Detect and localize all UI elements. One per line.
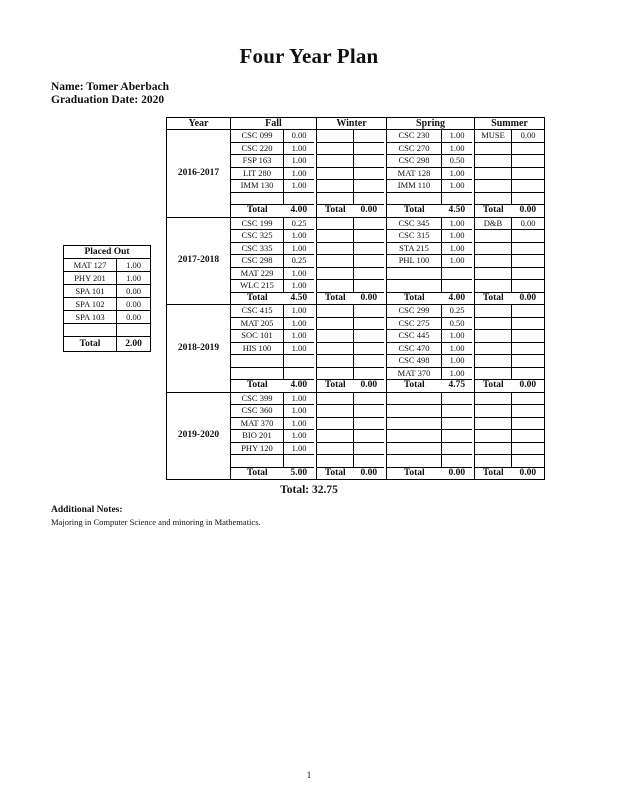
placed-out-body [64,259,151,352]
winter-course-code [317,142,354,155]
spring-course-credits [442,280,473,293]
summer-total-value: 0.00 [512,292,545,305]
winter-total-value: 0.00 [354,205,385,218]
winter-course-code [317,417,354,430]
course-row [167,217,545,230]
fall-course-code: MAT 370 [231,417,284,430]
winter-course-code [317,280,354,293]
header-fall: Fall [231,118,317,130]
summer-course-code [475,342,512,355]
fall-course-code [231,455,284,468]
spring-course-credits: 1.00 [442,180,473,193]
spring-course-code: CSC 275 [387,317,442,330]
winter-course-code [317,192,354,205]
course-row [167,305,545,318]
winter-course-code [317,255,354,268]
winter-course-code [317,317,354,330]
winter-course-credits [354,180,385,193]
spring-course-code [387,455,442,468]
spring-course-code: CSC 270 [387,142,442,155]
summer-course-credits [512,155,545,168]
spring-course-credits: 1.00 [442,342,473,355]
spring-course-code: MAT 128 [387,167,442,180]
winter-course-credits [354,267,385,280]
summer-total-label: Total [475,380,512,393]
summer-course-credits [512,167,545,180]
fall-course-code: IMM 130 [231,180,284,193]
summer-course-code [475,155,512,168]
winter-course-credits [354,317,385,330]
fall-course-code [231,192,284,205]
summer-course-credits [512,242,545,255]
total-value: 2.00 [125,339,142,349]
fall-course-credits: 1.00 [284,230,315,243]
fall-course-code: CSC 415 [231,305,284,318]
summer-course-credits [512,342,545,355]
spring-course-credits: 0.50 [442,155,473,168]
spring-total-value: 0.00 [442,467,473,480]
spring-course-credits: 1.00 [442,367,473,380]
course-row [167,130,545,143]
four-year-plan-table [166,117,545,480]
spring-total-value: 4.75 [442,380,473,393]
placed-out-total-row [64,337,151,352]
placed-out-row [64,259,151,272]
spring-total-label: Total [387,292,442,305]
spring-course-credits [442,405,473,418]
summer-total-label: Total [475,467,512,480]
course-code: SPA 102 [64,298,117,311]
spring-total-label: Total [387,467,442,480]
summer-course-code [475,267,512,280]
winter-total-label: Total [317,205,354,218]
course-code: PHY 201 [64,272,117,285]
summer-course-credits: 0.00 [512,130,545,143]
fall-total-value: 4.00 [284,205,315,218]
summer-course-code [475,192,512,205]
winter-course-code [317,430,354,443]
spring-course-credits [442,417,473,430]
fall-course-credits: 1.00 [284,430,315,443]
header-spring: Spring [387,118,475,130]
fall-total-label: Total [231,380,284,393]
spring-course-code: CSC 470 [387,342,442,355]
spring-course-credits: 1.00 [442,167,473,180]
summer-course-code [475,367,512,380]
summer-course-code [475,405,512,418]
fall-course-code: MAT 229 [231,267,284,280]
fall-course-code: SOC 101 [231,330,284,343]
fall-total-value: 4.50 [284,292,315,305]
winter-course-credits [354,280,385,293]
spring-course-credits [442,392,473,405]
fall-course-credits: 1.00 [284,330,315,343]
summer-course-code [475,392,512,405]
placed-out-row [64,285,151,298]
winter-course-code [317,167,354,180]
fall-course-code: HIS 100 [231,342,284,355]
winter-course-code [317,342,354,355]
spring-course-credits: 1.00 [442,330,473,343]
winter-course-code [317,355,354,368]
spring-total-value: 4.00 [442,292,473,305]
summer-course-code [475,242,512,255]
fall-course-code: BIO 201 [231,430,284,443]
spring-course-credits [442,455,473,468]
summer-course-credits [512,305,545,318]
fall-course-code: PHY 120 [231,442,284,455]
fall-course-credits: 1.00 [284,342,315,355]
fall-course-code: CSC 360 [231,405,284,418]
summer-course-code [475,180,512,193]
fall-course-credits [284,192,315,205]
summer-course-credits [512,367,545,380]
fall-course-code: CSC 220 [231,142,284,155]
fall-total-label: Total [231,205,284,218]
winter-total-label: Total [317,380,354,393]
winter-total-value: 0.00 [354,292,385,305]
summer-course-credits [512,430,545,443]
summer-course-code: MUSE [475,130,512,143]
summer-total-value: 0.00 [512,467,545,480]
spring-course-credits [442,192,473,205]
summer-course-credits [512,180,545,193]
fall-course-code: MAT 205 [231,317,284,330]
summer-course-code [475,142,512,155]
fall-course-credits: 1.00 [284,180,315,193]
summer-course-credits [512,267,545,280]
fall-total-label: Total [231,467,284,480]
notes-text: Majoring in Computer Science and minoring in Mathematics. [51,517,261,527]
winter-course-code [317,330,354,343]
summer-course-credits [512,442,545,455]
fall-course-credits: 0.25 [284,255,315,268]
course-credits: 0.00 [117,311,151,324]
graduation-date: 2020 [141,94,165,106]
spring-total-label: Total [387,380,442,393]
fall-course-credits: 1.00 [284,392,315,405]
summer-course-credits [512,142,545,155]
fall-course-code [231,367,284,380]
spring-course-code: CSC 299 [387,305,442,318]
summer-course-credits [512,355,545,368]
header-winter: Winter [317,118,387,130]
notes-heading: Additional Notes: [51,505,123,515]
spring-course-code: CSC 315 [387,230,442,243]
winter-course-credits [354,442,385,455]
spring-course-code: PHL 100 [387,255,442,268]
summer-course-credits [512,192,545,205]
winter-total-value: 0.00 [354,380,385,393]
winter-course-code [317,242,354,255]
fall-course-code: FSP 163 [231,155,284,168]
fall-course-credits: 1.00 [284,142,315,155]
graduation-label: Graduation Date: [51,94,139,106]
empty-cell [64,324,117,337]
fall-course-credits: 1.00 [284,442,315,455]
spring-total-value: 4.50 [442,205,473,218]
spring-course-credits: 1.00 [442,242,473,255]
year-label: 2018-2019 [167,305,231,393]
summer-course-code [475,255,512,268]
fall-course-code: CSC 325 [231,230,284,243]
fall-course-credits [284,367,315,380]
year-label: 2017-2018 [167,217,231,305]
summer-course-credits [512,330,545,343]
winter-course-credits [354,167,385,180]
winter-course-credits [354,355,385,368]
winter-course-code [317,155,354,168]
page-number: 1 [306,770,312,780]
spring-course-credits: 1.00 [442,355,473,368]
winter-course-credits [354,255,385,268]
fall-course-credits [284,455,315,468]
course-credits: 1.00 [117,272,151,285]
spring-course-code: IMM 110 [387,180,442,193]
fall-course-credits: 1.00 [284,417,315,430]
spring-total-label: Total [387,205,442,218]
course-code: SPA 103 [64,311,117,324]
fall-course-credits: 1.00 [284,317,315,330]
course-credits: 0.00 [117,298,151,311]
year-label: 2016-2017 [167,130,231,218]
empty-cell [117,324,151,337]
spring-course-credits [442,442,473,455]
fall-course-code: CSC 298 [231,255,284,268]
fall-total-value: 4.00 [284,380,315,393]
summer-course-code [475,417,512,430]
course-credits: 0.00 [117,285,151,298]
summer-course-credits [512,280,545,293]
winter-course-credits [354,217,385,230]
spring-course-code: CSC 498 [387,355,442,368]
winter-course-code [317,367,354,380]
summer-course-code [475,317,512,330]
winter-course-credits [354,142,385,155]
winter-course-credits [354,330,385,343]
winter-course-code [317,305,354,318]
summer-course-code: D&B [475,217,512,230]
spring-course-code [387,267,442,280]
winter-course-credits [354,305,385,318]
winter-course-code [317,442,354,455]
winter-course-credits [354,155,385,168]
winter-course-credits [354,430,385,443]
winter-course-credits [354,405,385,418]
spring-course-code [387,392,442,405]
placed-out-table [63,245,151,352]
winter-course-credits [354,342,385,355]
spring-course-code [387,405,442,418]
fall-course-credits: 1.00 [284,242,315,255]
header-year: Year [167,118,231,130]
summer-course-credits [512,405,545,418]
winter-course-credits [354,367,385,380]
fall-course-code: CSC 335 [231,242,284,255]
fall-course-credits: 1.00 [284,305,315,318]
placed-out-row [64,298,151,311]
winter-course-code [317,405,354,418]
spring-course-code [387,280,442,293]
winter-course-credits [354,130,385,143]
spring-course-credits: 1.00 [442,130,473,143]
student-name: Tomer Aberbach [86,81,169,93]
fall-course-code: CSC 399 [231,392,284,405]
placed-out-row [64,311,151,324]
winter-course-code [317,455,354,468]
spring-course-code: CSC 345 [387,217,442,230]
winter-total-label: Total [317,467,354,480]
spring-course-code: MAT 370 [387,367,442,380]
summer-course-code [475,305,512,318]
winter-course-code [317,392,354,405]
placed-out-header: Placed Out [64,246,151,259]
winter-course-code [317,180,354,193]
summer-course-code [475,355,512,368]
spring-course-code [387,430,442,443]
spring-course-credits: 1.00 [442,142,473,155]
summer-total-label: Total [475,292,512,305]
course-credits: 1.00 [117,259,151,272]
summer-course-code [475,442,512,455]
summer-course-credits [512,455,545,468]
fall-course-code: LIT 280 [231,167,284,180]
plan-body [167,130,545,480]
fall-course-credits [284,355,315,368]
spring-course-credits [442,267,473,280]
fall-course-credits: 0.25 [284,217,315,230]
summer-course-credits [512,317,545,330]
plan-header-row [167,118,545,130]
name-label: Name: [51,81,84,93]
summer-course-code [475,280,512,293]
fall-course-code: CSC 199 [231,217,284,230]
summer-course-code [475,330,512,343]
graduation-line [51,94,169,107]
header-summer: Summer [475,118,545,130]
fall-total-label: Total [231,292,284,305]
spring-course-code [387,417,442,430]
name-line [51,81,169,94]
spring-course-code: CSC 230 [387,130,442,143]
course-code: MAT 127 [64,259,117,272]
spring-course-code: CSC 298 [387,155,442,168]
total-label: Total [64,337,117,352]
winter-course-credits [354,417,385,430]
spring-course-code: CSC 445 [387,330,442,343]
winter-course-credits [354,392,385,405]
course-row [167,392,545,405]
winter-course-code [317,267,354,280]
fall-course-credits: 0.00 [284,130,315,143]
placed-out-blank-row [64,324,151,337]
fall-course-credits: 1.00 [284,405,315,418]
fall-course-credits: 1.00 [284,155,315,168]
summer-course-code [475,430,512,443]
winter-course-credits [354,230,385,243]
spring-course-code: STA 215 [387,242,442,255]
year-label: 2019-2020 [167,392,231,480]
winter-total-value: 0.00 [354,467,385,480]
fall-course-credits: 1.00 [284,267,315,280]
summer-total-value: 0.00 [512,380,545,393]
spring-course-credits [442,430,473,443]
spring-course-credits: 0.50 [442,317,473,330]
spring-course-credits: 1.00 [442,230,473,243]
fall-total-value: 5.00 [284,467,315,480]
summer-course-code [475,455,512,468]
summer-course-credits [512,255,545,268]
winter-course-code [317,230,354,243]
summer-course-credits [512,417,545,430]
fall-course-code: WLC 215 [231,280,284,293]
spring-course-credits: 1.00 [442,217,473,230]
summer-course-credits: 0.00 [512,217,545,230]
fall-course-code: CSC 099 [231,130,284,143]
summer-total-value: 0.00 [512,205,545,218]
fall-course-code [231,355,284,368]
summer-course-credits [512,230,545,243]
placed-out-row [64,272,151,285]
student-info [51,81,169,107]
winter-course-credits [354,242,385,255]
winter-course-code [317,130,354,143]
spring-course-credits: 1.00 [442,255,473,268]
fall-course-credits: 1.00 [284,280,315,293]
summer-course-code [475,230,512,243]
spring-course-code [387,442,442,455]
spring-course-credits: 0.25 [442,305,473,318]
page-title: Four Year Plan [239,44,379,68]
fall-course-credits: 1.00 [284,167,315,180]
winter-course-code [317,217,354,230]
course-code: SPA 101 [64,285,117,298]
grand-total: Total: 32.75 [280,484,338,496]
winter-total-label: Total [317,292,354,305]
winter-course-credits [354,192,385,205]
winter-course-credits [354,455,385,468]
summer-total-label: Total [475,205,512,218]
summer-course-code [475,167,512,180]
spring-course-code [387,192,442,205]
summer-course-credits [512,392,545,405]
